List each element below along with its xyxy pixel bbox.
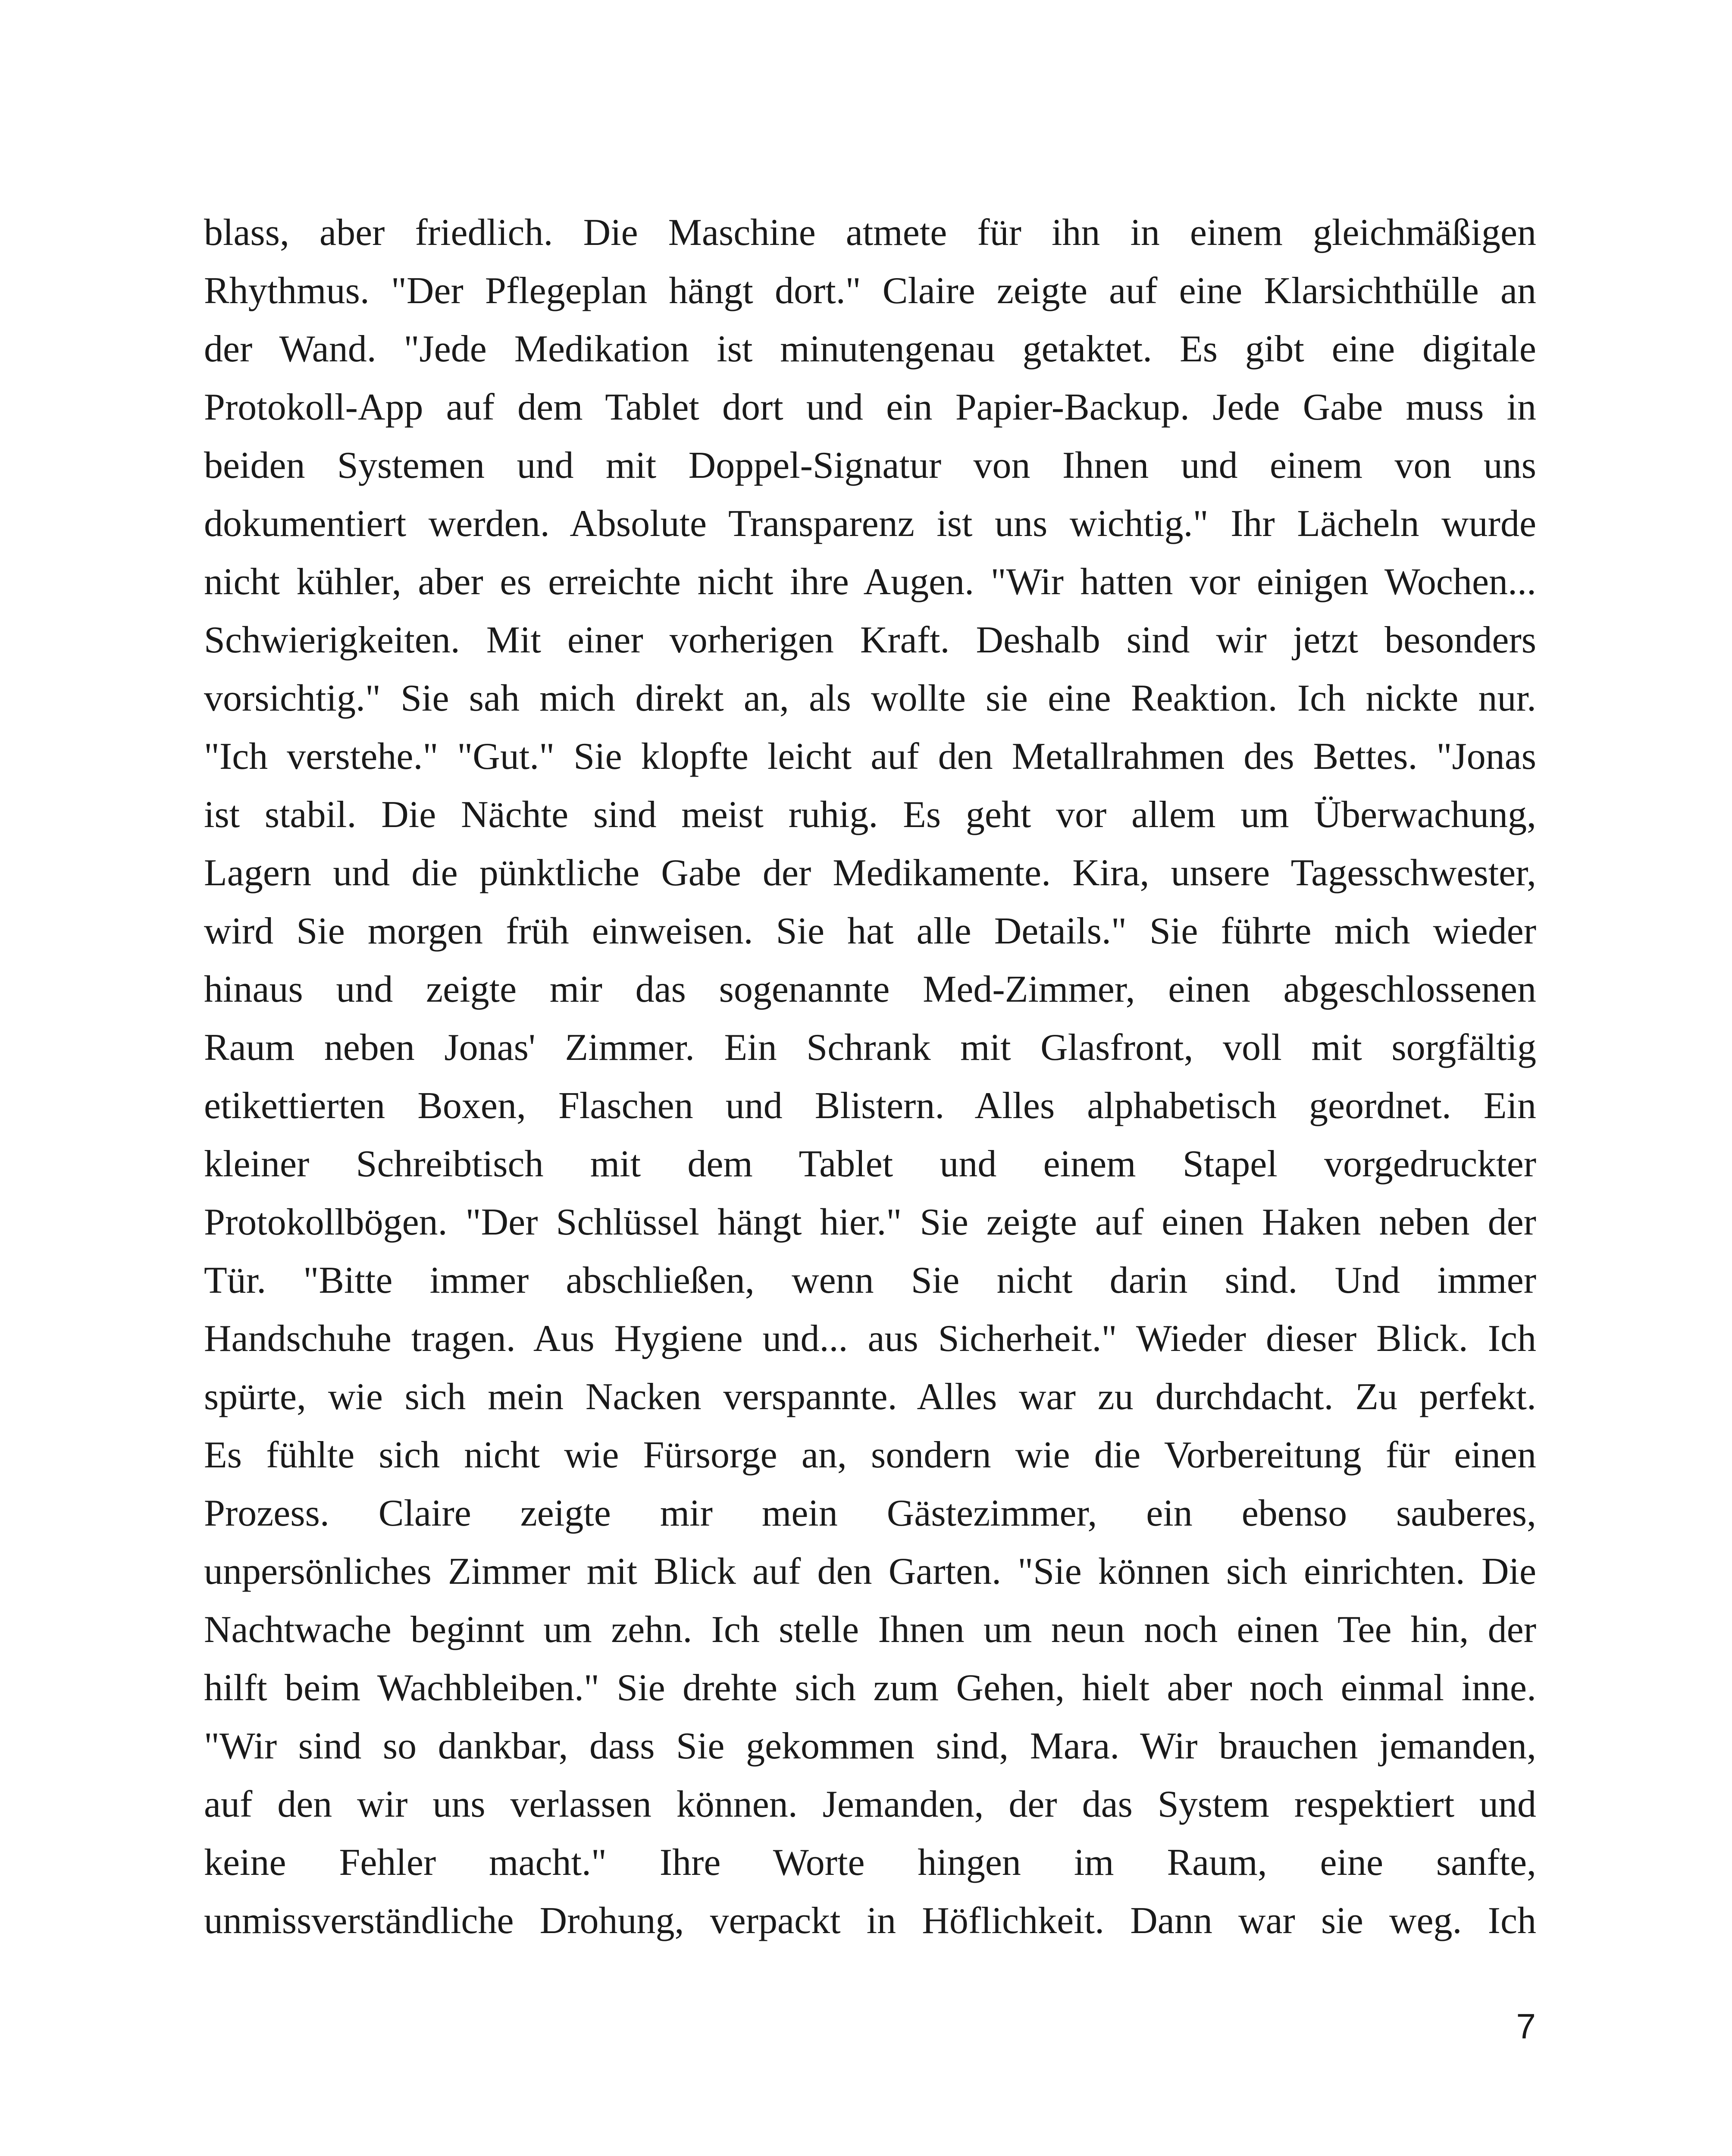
text-line: spürte, wie sich mein Nacken verspannte. Alles war zu durchdacht. Zu perfekt.	[204, 1376, 1536, 1418]
text-line: dokumentiert werden. Absolute Transparenz ist uns wichtig." Ihr Lächeln wurde	[204, 503, 1536, 545]
body-text	[204, 204, 1536, 1950]
text-line: Rhythmus. "Der Pflegeplan hängt dort." Claire zeigte auf eine Klarsichthülle an	[204, 270, 1536, 312]
text-line: auf den wir uns verlassen können. Jemanden, der das System respektiert und	[204, 1783, 1536, 1825]
text-line: wird Sie morgen früh einweisen. Sie hat alle Details." Sie führte mich wieder	[204, 910, 1536, 952]
page-number: 7	[1516, 2007, 1536, 2046]
text-line: Prozess. Claire zeigte mir mein Gästezimmer, ein ebenso sauberes,	[204, 1492, 1536, 1534]
text-line: Es fühlte sich nicht wie Fürsorge an, sondern wie die Vorbereitung für einen	[204, 1434, 1536, 1476]
text-line: vorsichtig." Sie sah mich direkt an, als wollte sie eine Reaktion. Ich nickte nur.	[204, 677, 1536, 719]
text-line: unmissverständliche Drohung, verpackt in Höflichkeit. Dann war sie weg. Ich	[204, 1900, 1536, 1942]
text-line: Protokoll-App auf dem Tablet dort und ein Papier-Backup. Jede Gabe muss in	[204, 386, 1536, 428]
text-line: kleiner Schreibtisch mit dem Tablet und einem Stapel vorgedruckter	[204, 1143, 1536, 1185]
text-line: blass, aber friedlich. Die Maschine atmete für ihn in einem gleichmäßigen	[204, 212, 1536, 254]
text-line: hinaus und zeigte mir das sogenannte Med-Zimmer, einen abgeschlossenen	[204, 968, 1536, 1010]
text-line: Lagern und die pünktliche Gabe der Medikamente. Kira, unsere Tagesschwester,	[204, 852, 1536, 894]
text-line: nicht kühler, aber es erreichte nicht ihre Augen. "Wir hatten vor einigen Wochen...	[204, 561, 1536, 603]
text-line: Raum neben Jonas' Zimmer. Ein Schrank mit Glasfront, voll mit sorgfältig	[204, 1027, 1536, 1069]
text-line: beiden Systemen und mit Doppel-Signatur von Ihnen und einem von uns	[204, 445, 1536, 486]
text-line: "Ich verstehe." "Gut." Sie klopfte leicht auf den Metallrahmen des Bettes. "Jonas	[204, 736, 1536, 777]
text-line: "Wir sind so dankbar, dass Sie gekommen sind, Mara. Wir brauchen jemanden,	[204, 1725, 1536, 1767]
text-line: Protokollbögen. "Der Schlüssel hängt hier." Sie zeigte auf einen Haken neben der	[204, 1201, 1536, 1243]
text-line: hilft beim Wachbleiben." Sie drehte sich zum Gehen, hielt aber noch einmal inne.	[204, 1667, 1536, 1709]
text-line: Schwierigkeiten. Mit einer vorherigen Kraft. Deshalb sind wir jetzt besonders	[204, 619, 1536, 661]
text-line: Handschuhe tragen. Aus Hygiene und... aus Sicherheit." Wieder dieser Blick. Ich	[204, 1318, 1536, 1360]
text-line: etikettierten Boxen, Flaschen und Blistern. Alles alphabetisch geordnet. Ein	[204, 1085, 1536, 1127]
text-line: Nachtwache beginnt um zehn. Ich stelle Ihnen um neun noch einen Tee hin, der	[204, 1609, 1536, 1651]
text-line: ist stabil. Die Nächte sind meist ruhig. Es geht vor allem um Überwachung,	[204, 794, 1536, 836]
text-line: Tür. "Bitte immer abschließen, wenn Sie nicht darin sind. Und immer	[204, 1260, 1536, 1301]
text-line: unpersönliches Zimmer mit Blick auf den Garten. "Sie können sich einrichten. Die	[204, 1551, 1536, 1592]
text-line: keine Fehler macht." Ihre Worte hingen im Raum, eine sanfte,	[204, 1842, 1536, 1883]
text-line: der Wand. "Jede Medikation ist minutengenau getaktet. Es gibt eine digitale	[204, 328, 1536, 370]
